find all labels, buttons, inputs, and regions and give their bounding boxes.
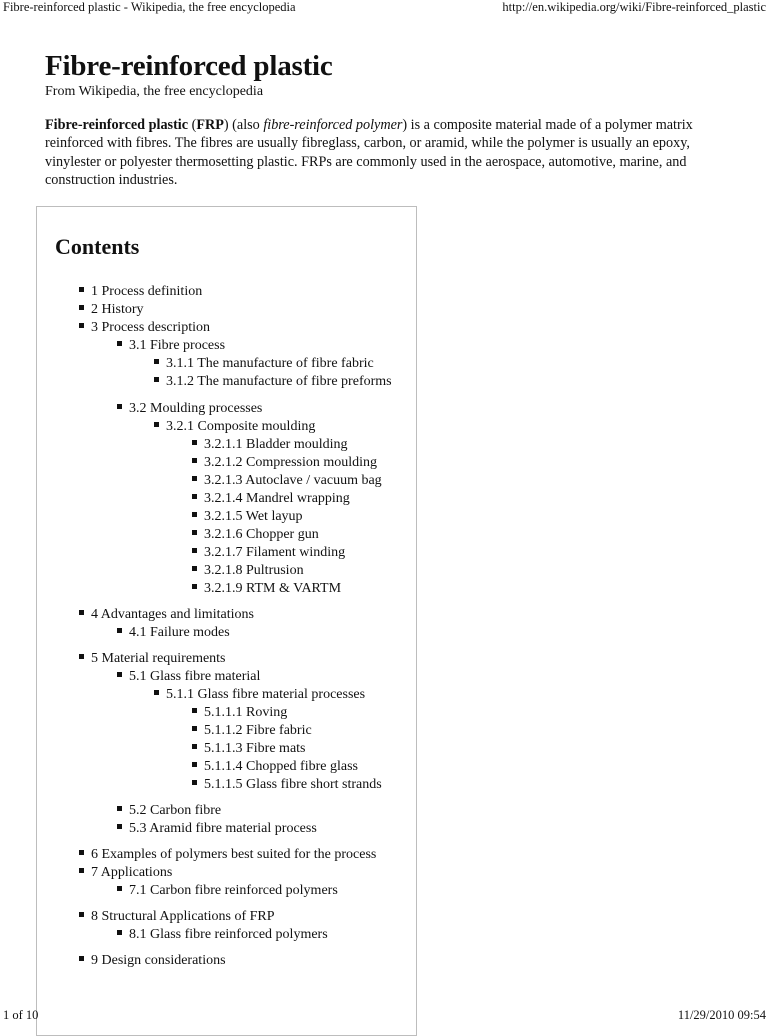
- toc-item-label[interactable]: 5.1 Glass fibre material: [129, 669, 261, 684]
- toc-item[interactable]: [154, 686, 365, 704]
- toc-item-label[interactable]: 3.2.1 Composite moulding: [166, 419, 316, 434]
- table-of-contents: [36, 206, 417, 1036]
- article-title: Fibre-reinforced plastic: [45, 50, 333, 82]
- toc-item[interactable]: [192, 490, 350, 508]
- toc-item-label[interactable]: 7.1 Carbon fibre reinforced polymers: [129, 883, 338, 898]
- toc-item[interactable]: [79, 650, 226, 668]
- bullet-icon: [192, 512, 197, 517]
- toc-item-label[interactable]: 8 Structural Applications of FRP: [91, 909, 275, 924]
- bullet-icon: [192, 548, 197, 553]
- bullet-icon: [192, 458, 197, 463]
- toc-item-label[interactable]: 5.1.1.5 Glass fibre short strands: [204, 777, 382, 792]
- intro-abbr: FRP: [196, 117, 224, 133]
- bullet-icon: [79, 654, 84, 659]
- toc-item[interactable]: [117, 882, 338, 900]
- toc-item-label[interactable]: 3.2.1.6 Chopper gun: [204, 527, 319, 542]
- toc-item-label[interactable]: 4.1 Failure modes: [129, 625, 230, 640]
- bullet-icon: [117, 806, 122, 811]
- toc-item-label[interactable]: 5 Material requirements: [91, 651, 226, 666]
- toc-item-label[interactable]: 5.1.1.2 Fibre fabric: [204, 723, 312, 738]
- toc-item-label[interactable]: 5.1.1.4 Chopped fibre glass: [204, 759, 358, 774]
- intro-term: Fibre-reinforced plastic: [45, 117, 189, 133]
- toc-item[interactable]: [192, 508, 303, 526]
- bullet-icon: [79, 868, 84, 873]
- toc-item[interactable]: [192, 740, 306, 758]
- toc-item[interactable]: [117, 820, 317, 838]
- toc-item[interactable]: [117, 624, 230, 642]
- toc-item-label[interactable]: 3.2 Moulding processes: [129, 401, 263, 416]
- bullet-icon: [192, 440, 197, 445]
- toc-item[interactable]: [192, 776, 382, 794]
- toc-item-label[interactable]: 1 Process definition: [91, 284, 203, 299]
- toc-item[interactable]: [192, 704, 287, 722]
- bullet-icon: [192, 494, 197, 499]
- page-header-url: http://en.wikipedia.org/wiki/Fibre-reinforced_plastic: [502, 0, 766, 14]
- bullet-icon: [154, 422, 159, 427]
- bullet-icon: [79, 912, 84, 917]
- bullet-icon: [117, 341, 122, 346]
- bullet-icon: [79, 305, 84, 310]
- toc-item-label[interactable]: 5.2 Carbon fibre: [129, 803, 222, 818]
- toc-item[interactable]: [79, 301, 144, 319]
- toc-item[interactable]: [192, 722, 312, 740]
- toc-item-label[interactable]: 5.3 Aramid fibre material process: [129, 821, 317, 836]
- bullet-icon: [117, 930, 122, 935]
- toc-item[interactable]: [192, 454, 377, 472]
- toc-item-label[interactable]: 3 Process description: [91, 320, 210, 335]
- article-subtitle: From Wikipedia, the free encyclopedia: [45, 84, 264, 99]
- intro-text-3: ) is a composite material made of a polymer matrix reinforced with fibres. The fibres are usually fibreglass, carbon, or aramid, while the polymer is usually an epoxy, vinylester or polyester thermosetting plastic. FRPs are commonly used in the aerospace, automotive, marine, and construction industries.: [45, 117, 693, 189]
- toc-item[interactable]: [79, 319, 210, 337]
- toc-item[interactable]: [192, 472, 382, 490]
- bullet-icon: [192, 584, 197, 589]
- bullet-icon: [154, 690, 159, 695]
- toc-heading: Contents: [55, 234, 140, 259]
- toc-item[interactable]: [192, 580, 341, 598]
- toc-item-label[interactable]: 2 History: [91, 302, 144, 317]
- toc-item[interactable]: [79, 283, 202, 301]
- intro-text-2: ) (also: [223, 117, 264, 133]
- toc-item-label[interactable]: 5.1.1.3 Fibre mats: [204, 741, 306, 756]
- toc-item-label[interactable]: 3.2.1.5 Wet layup: [204, 509, 303, 524]
- bullet-icon: [192, 726, 197, 731]
- bullet-icon: [79, 323, 84, 328]
- intro-paragraph: [45, 116, 725, 190]
- toc-item[interactable]: [117, 668, 260, 686]
- toc-item-label[interactable]: 3.1.1 The manufacture of fibre fabric: [166, 356, 374, 371]
- bullet-icon: [117, 628, 122, 633]
- bullet-icon: [79, 956, 84, 961]
- toc-item[interactable]: [192, 436, 348, 454]
- toc-item-label[interactable]: 3.2.1.4 Mandrel wrapping: [204, 491, 350, 506]
- toc-item-label[interactable]: 5.1.1.1 Roving: [204, 705, 288, 720]
- bullet-icon: [154, 377, 159, 382]
- toc-item-label[interactable]: 7 Applications: [91, 865, 173, 880]
- bullet-icon: [192, 530, 197, 535]
- toc-item[interactable]: [79, 952, 226, 970]
- toc-item[interactable]: [154, 355, 374, 373]
- toc-item[interactable]: [192, 526, 319, 544]
- bullet-icon: [79, 610, 84, 615]
- page-footer-timestamp: 11/29/2010 09:54: [677, 1008, 766, 1022]
- toc-item[interactable]: [79, 606, 254, 624]
- toc-item[interactable]: [154, 418, 315, 436]
- toc-item-label[interactable]: 3.2.1.2 Compression moulding: [204, 455, 378, 470]
- bullet-icon: [117, 672, 122, 677]
- bullet-icon: [79, 287, 84, 292]
- toc-item-label[interactable]: 9 Design considerations: [91, 953, 226, 968]
- toc-item-label[interactable]: 3.2.1.9 RTM & VARTM: [204, 581, 342, 596]
- toc-item[interactable]: [117, 926, 328, 944]
- toc-item-label[interactable]: 3.2.1.7 Filament winding: [204, 545, 346, 560]
- bullet-icon: [192, 780, 197, 785]
- toc-item[interactable]: [192, 544, 345, 562]
- bullet-icon: [117, 824, 122, 829]
- toc-item-label[interactable]: 3.1.2 The manufacture of fibre preforms: [166, 374, 392, 389]
- toc-item[interactable]: [117, 337, 225, 355]
- bullet-icon: [192, 762, 197, 767]
- toc-item-label[interactable]: 6 Examples of polymers best suited for the process: [91, 847, 377, 862]
- bullet-icon: [192, 476, 197, 481]
- bullet-icon: [117, 886, 122, 891]
- page-header-title: Fibre-reinforced plastic - Wikipedia, the free encyclopedia: [3, 0, 296, 14]
- toc-item[interactable]: [192, 562, 304, 580]
- toc-item[interactable]: [117, 400, 262, 418]
- toc-item-label[interactable]: 3.2.1.3 Autoclave / vacuum bag: [204, 473, 382, 488]
- toc-item[interactable]: [79, 846, 376, 864]
- toc-item[interactable]: [154, 373, 392, 391]
- toc-item[interactable]: [117, 802, 221, 820]
- toc-item-label[interactable]: 8.1 Glass fibre reinforced polymers: [129, 927, 328, 942]
- page-footer-count: 1 of 10: [3, 1008, 39, 1022]
- bullet-icon: [192, 708, 197, 713]
- toc-item-label[interactable]: 5.1.1 Glass fibre material processes: [166, 687, 366, 702]
- toc-item-label[interactable]: 3.1 Fibre process: [129, 338, 226, 353]
- bullet-icon: [192, 566, 197, 571]
- toc-item[interactable]: [192, 758, 358, 776]
- bullet-icon: [154, 359, 159, 364]
- bullet-icon: [117, 404, 122, 409]
- bullet-icon: [79, 850, 84, 855]
- intro-text-1: (: [188, 117, 197, 133]
- toc-item-label[interactable]: 4 Advantages and limitations: [91, 607, 254, 622]
- intro-alt-name: fibre-reinforced polymer: [263, 117, 403, 133]
- toc-item[interactable]: [79, 908, 275, 926]
- toc-item-label[interactable]: 3.2.1.1 Bladder moulding: [204, 437, 348, 452]
- toc-item[interactable]: [79, 864, 172, 882]
- bullet-icon: [192, 744, 197, 749]
- toc-item-label[interactable]: 3.2.1.8 Pultrusion: [204, 563, 304, 578]
